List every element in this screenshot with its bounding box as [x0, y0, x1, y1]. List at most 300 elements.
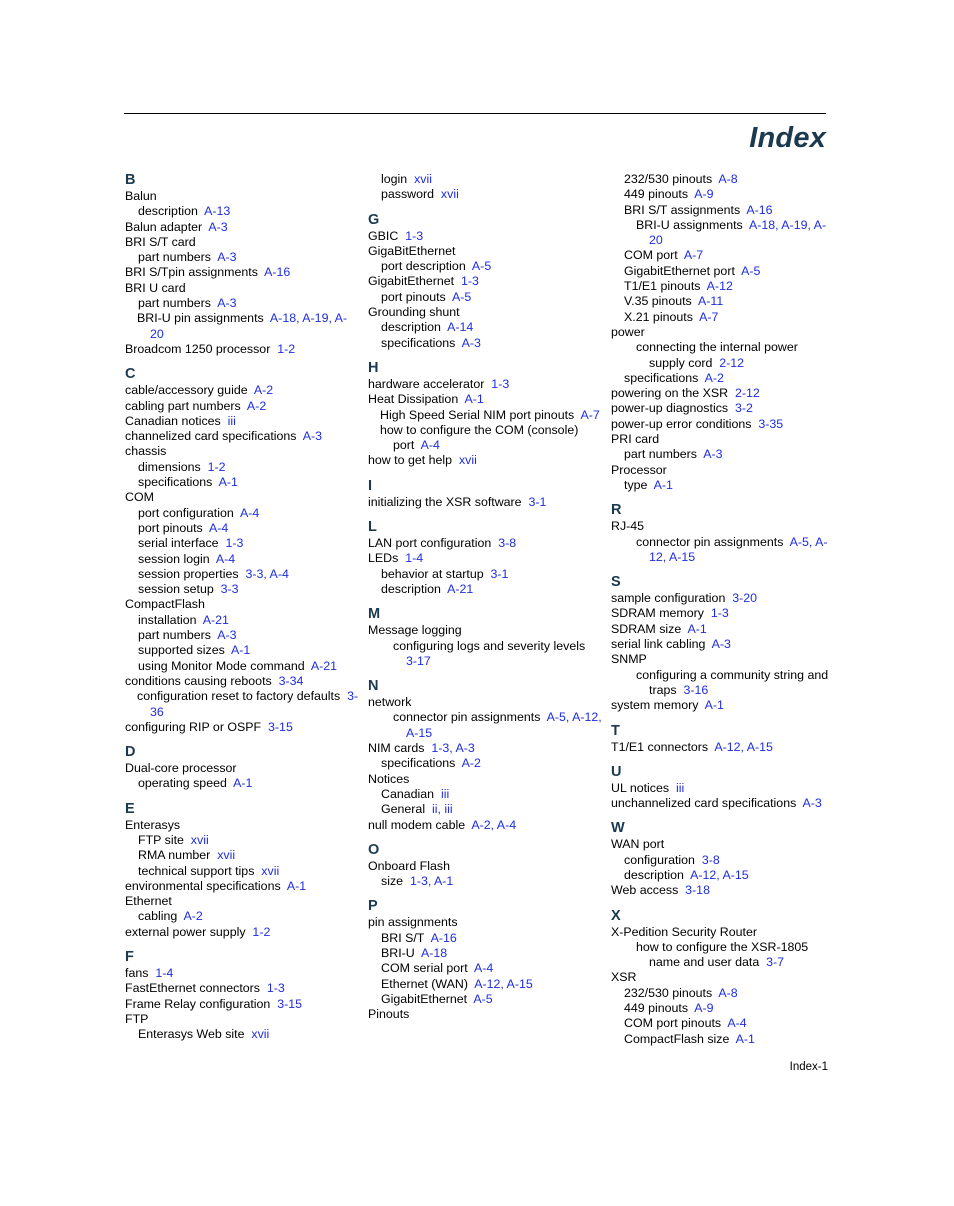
page-reference-link[interactable]: 1-3 [225, 536, 244, 551]
index-term: part numbers [138, 296, 212, 311]
index-term: operating speed [138, 776, 227, 791]
index-term: fans [125, 966, 149, 981]
index-letter-heading: C [125, 366, 136, 383]
index-term: GBIC [368, 228, 399, 243]
index-term: Frame Relay configuration [125, 996, 271, 1011]
index-term: system memory [611, 698, 699, 713]
page-reference-link[interactable]: A-9 [694, 1001, 714, 1016]
index-letter-heading: B [125, 172, 136, 188]
index-term: description [381, 581, 441, 596]
page-reference-link[interactable]: A-1 [704, 698, 724, 713]
page-reference-link[interactable]: A-3 [208, 219, 228, 234]
page-reference-link[interactable]: 1-4 [155, 966, 174, 981]
index-term: description [624, 867, 684, 882]
page-reference-link[interactable]: A-16 [746, 202, 773, 217]
index-entry [125, 475, 360, 490]
page-reference-link[interactable]: 3-34 [278, 673, 304, 688]
page-reference-link[interactable]: A-5, A-12, A-15 [406, 710, 602, 740]
index-letter-heading: P [368, 898, 378, 915]
page-reference-link[interactable]: 3-7 [766, 955, 785, 970]
page-reference-link[interactable]: xvii [261, 863, 280, 878]
page-reference-link[interactable]: A-16 [430, 930, 457, 945]
page-reference-link[interactable]: A-1 [464, 392, 484, 407]
page-reference-link[interactable]: A-7 [683, 248, 704, 263]
index-letter-heading: N [368, 678, 379, 695]
index-term: RJ-45 [611, 519, 645, 534]
index-term: power-up error conditions [611, 416, 752, 431]
page-reference-link[interactable]: A-5, A-12, A-15 [649, 534, 828, 564]
index-term: BRI-U assignments [636, 217, 743, 232]
index-column-1 [125, 172, 360, 1043]
page-reference-link[interactable]: A-18, A-19, A-20 [150, 311, 348, 341]
page-reference-link[interactable]: A-18 [420, 945, 448, 960]
index-term: COM port pinouts [624, 1016, 722, 1031]
page-reference-link[interactable]: xvii [440, 187, 459, 202]
page-reference-link[interactable]: A-3 [802, 796, 822, 811]
index-entry [125, 613, 360, 628]
index-entry [368, 495, 603, 510]
page-reference-link[interactable]: A-4 [215, 551, 236, 566]
index-term: PRI card [611, 432, 660, 447]
index-letter-heading: G [368, 211, 380, 228]
index-term: GigaBitEthernet [368, 243, 456, 258]
page-reference-link[interactable]: A-1 [653, 477, 673, 492]
page-reference-link[interactable]: A-4 [208, 520, 229, 535]
page-reference-link[interactable]: iii [227, 413, 236, 428]
page-reference-link[interactable]: A-12, A-15 [714, 739, 773, 754]
index-entry [125, 281, 360, 296]
index-term: General [381, 802, 426, 817]
index-term: Ethernet (WAN) [381, 976, 468, 991]
page-reference-link[interactable]: A-12, A-15 [690, 867, 749, 882]
page-reference-link[interactable]: A-12 [706, 279, 733, 294]
index-term: description [381, 320, 441, 335]
index-term: CompactFlash size [624, 1031, 730, 1046]
index-letter-heading: F [125, 949, 134, 966]
page-reference-link[interactable]: A-2 [253, 383, 274, 398]
index-entry [368, 377, 603, 392]
page-reference-link[interactable]: A-1 [233, 776, 253, 791]
page-reference-link[interactable]: xvii [217, 848, 236, 863]
index-term: Notices [368, 771, 410, 786]
page-reference-link[interactable]: A-12, A-15 [474, 976, 533, 991]
index-term: Dual-core processor [125, 761, 237, 776]
page-reference-link[interactable]: A-13 [204, 204, 231, 219]
index-term: 232/530 pinouts [624, 172, 713, 186]
page-reference-link[interactable]: A-2 [461, 756, 481, 771]
index-term: 449 pinouts [624, 187, 689, 202]
index-entry [368, 874, 603, 889]
index-entry [125, 204, 360, 219]
index-entry [125, 383, 360, 398]
index-term: NIM cards [368, 741, 425, 756]
index-term: V.35 pinouts [624, 294, 692, 309]
index-entry [368, 582, 603, 597]
page-reference-link[interactable]: A-7 [580, 407, 600, 422]
index-term: specifications [381, 756, 456, 771]
index-term: cabling [138, 909, 178, 924]
index-entry [611, 606, 836, 621]
page-reference-link[interactable]: 3-17 [406, 653, 431, 668]
index-entry [368, 772, 603, 787]
page-reference-link[interactable]: iii [440, 786, 450, 801]
page-reference-link[interactable]: A-16 [264, 265, 291, 280]
index-entry [125, 567, 360, 582]
index-entry [125, 296, 360, 311]
index-letter-heading: W [611, 820, 625, 837]
page-reference-link[interactable]: 3-15 [268, 719, 293, 734]
index-entry [368, 1007, 603, 1022]
page-reference-link[interactable]: 2-12 [719, 355, 745, 370]
index-entry [611, 401, 836, 416]
index-entry [125, 909, 360, 924]
page-reference-link[interactable]: 1-3 [461, 274, 479, 289]
index-term: behavior at startup [381, 566, 484, 581]
index-term: port configuration [138, 505, 234, 520]
page-reference-link[interactable]: A-1 [218, 475, 238, 490]
index-entry [368, 290, 603, 305]
index-term: hardware accelerator [368, 376, 485, 391]
index-entry [125, 833, 360, 848]
index-letter-heading: M [368, 606, 381, 623]
index-term: LEDs [368, 551, 399, 566]
page-reference-link[interactable]: 3-1 [490, 566, 509, 581]
page-reference-link[interactable]: 1-3 [710, 606, 729, 621]
index-entry [611, 463, 836, 478]
page-reference-link[interactable]: ii, iii [431, 802, 453, 817]
index-term: cable/accessory guide [125, 383, 248, 398]
index-term: Message logging [368, 623, 462, 638]
index-term: Web access [611, 883, 679, 898]
index-term: UL notices [611, 780, 670, 795]
index-term: chassis [125, 444, 167, 459]
index-term: LAN port configuration [368, 536, 492, 551]
page-number: Index-1 [789, 1061, 828, 1073]
page-reference-link[interactable]: A-11 [697, 294, 724, 309]
index-term: conditions causing reboots [125, 673, 272, 688]
index-entry [611, 740, 836, 755]
page-reference-link[interactable]: A-3 [302, 429, 323, 444]
page-reference-link[interactable]: A-3 [217, 250, 237, 265]
index-term: connector pin assignments [393, 710, 541, 725]
index-term: 232/530 pinouts [624, 985, 713, 1000]
page-reference-link[interactable]: A-21 [310, 658, 338, 673]
page-reference-link[interactable]: A-8 [718, 985, 738, 1000]
index-entry [611, 203, 836, 218]
index-letter-heading: H [368, 359, 379, 376]
index-entry [368, 756, 603, 771]
index-term: port pinouts [381, 289, 446, 304]
page-reference-link[interactable]: A-2 [246, 398, 267, 413]
index-letter-heading: D [125, 744, 136, 761]
index-term: power-up diagnostics [611, 401, 729, 416]
page-reference-link[interactable]: A-1 [687, 621, 707, 636]
index-term: description [138, 204, 198, 219]
index-term: technical support tips [138, 863, 255, 878]
index-entry [611, 781, 836, 796]
page-reference-link[interactable]: A-7 [699, 309, 719, 324]
index-term: null modem cable [368, 817, 466, 832]
index-term: how to configure the XSR-1805 name and user data [636, 939, 809, 970]
page-reference-link[interactable]: A-4 [473, 961, 494, 976]
index-entry [368, 818, 603, 833]
index-term: BRI S/Tpin assignments [125, 265, 258, 280]
index-term: session properties [138, 566, 239, 581]
page-reference-link[interactable]: xvii [458, 453, 477, 468]
page-reference-link[interactable]: A-4 [727, 1016, 747, 1031]
page-reference-link[interactable]: A-3 [711, 637, 731, 652]
page-reference-link[interactable]: 3-8 [701, 852, 720, 867]
page-reference-link[interactable]: 1-2 [277, 341, 296, 356]
page-reference-link[interactable]: 1-3, A-1 [409, 874, 454, 889]
index-entry [611, 868, 836, 883]
page-reference-link[interactable]: 3-15 [277, 996, 303, 1011]
index-entry [368, 336, 603, 351]
index-entry [125, 399, 360, 414]
index-entry [611, 883, 836, 898]
index-entry [125, 776, 360, 791]
index-entry [125, 674, 360, 689]
index-entry [125, 521, 360, 536]
index-term: channelized card specifications [125, 429, 297, 444]
index-entry [611, 294, 836, 309]
page-reference-link[interactable]: 3-2 [734, 401, 753, 416]
index-term: X-Pedition Security Router [611, 924, 758, 939]
page-reference-link[interactable]: 3-16 [683, 682, 709, 697]
index-entry [125, 818, 360, 833]
index-entry [125, 235, 360, 250]
index-entry [611, 325, 836, 340]
index-term: part numbers [138, 250, 212, 265]
page-reference-link[interactable]: xvii [190, 832, 209, 847]
page-reference-link[interactable]: A-1 [231, 643, 251, 658]
index-term: SNMP [611, 652, 647, 667]
page-reference-link[interactable]: iii [675, 780, 685, 795]
page-reference-link[interactable]: 1-3 [266, 981, 285, 996]
page-reference-link[interactable]: A-4 [239, 505, 260, 520]
page-reference-link[interactable]: A-3 [703, 447, 723, 462]
page-reference-link[interactable]: xvii [414, 172, 432, 186]
page-reference-link[interactable]: A-5 [473, 991, 493, 1006]
index-term: how to get help [368, 453, 453, 468]
index-entry [368, 408, 603, 423]
index-entry [125, 720, 360, 735]
page-reference-link[interactable]: 1-2 [252, 924, 271, 939]
page-reference-link[interactable]: 3-20 [732, 591, 758, 606]
index-term: FTP [125, 1011, 149, 1026]
page-reference-link[interactable]: A-21 [202, 612, 229, 627]
index-entry [368, 915, 603, 930]
index-letter-heading: R [611, 502, 622, 519]
index-term: GigabitEthernet port [624, 263, 735, 278]
page-reference-link[interactable]: A-3 [217, 628, 237, 643]
index-entry [368, 961, 603, 976]
page-reference-link[interactable]: xvii [251, 1027, 270, 1042]
page-reference-link[interactable]: A-2, A-4 [471, 817, 517, 832]
index-term: FTP site [138, 832, 184, 847]
index-term: Grounding shunt [368, 305, 460, 320]
index-term: COM [125, 490, 154, 505]
index-entry [125, 597, 360, 612]
index-entry [611, 837, 836, 852]
index-term: specifications [138, 475, 213, 490]
page-reference-link[interactable]: 1-2 [207, 459, 226, 474]
index-term: BRI-U [381, 945, 415, 960]
index-term: serial link cabling [611, 637, 706, 652]
index-entry [611, 1032, 836, 1047]
index-entry [125, 966, 360, 981]
page-reference-link[interactable]: A-2 [704, 370, 724, 385]
index-entry [611, 187, 836, 202]
page-reference-link[interactable]: A-21 [447, 581, 474, 596]
index-term: cabling part numbers [125, 398, 241, 413]
page-reference-link[interactable]: 3-36 [150, 689, 359, 719]
page-reference-link[interactable]: 1-4 [405, 551, 424, 566]
index-entry [368, 946, 603, 961]
index-entry [368, 259, 603, 274]
index-letter-heading: T [611, 722, 620, 739]
page-reference-link[interactable]: 3-3, A-4 [245, 566, 289, 581]
index-entry [368, 187, 603, 202]
index-entry [125, 761, 360, 776]
index-letter-heading: S [611, 574, 621, 591]
index-entry [368, 567, 603, 582]
index-entry [611, 668, 836, 699]
index-entry [611, 970, 836, 985]
index-entry [611, 591, 836, 606]
index-term: login [381, 172, 408, 186]
index-entry [611, 986, 836, 1001]
index-entry [125, 414, 360, 429]
page-reference-link[interactable]: A-3 [461, 335, 481, 350]
page-reference-link[interactable]: A-5 [471, 259, 492, 274]
index-term: High Speed Serial NIM port pinouts [380, 407, 575, 422]
page-reference-link[interactable]: 3-18 [685, 883, 710, 898]
index-letter-heading: O [368, 841, 380, 858]
index-entry [611, 652, 836, 667]
page-reference-link[interactable]: 3-1 [528, 494, 547, 509]
page-reference-link[interactable]: A-1 [735, 1031, 755, 1046]
index-term: WAN port [611, 837, 665, 852]
index-entry [611, 622, 836, 637]
index-term: pin assignments [368, 915, 458, 930]
index-term: configuration reset to factory defaults [137, 689, 341, 704]
index-column-2 [368, 172, 603, 1022]
index-entry [611, 853, 836, 868]
index-entry [611, 279, 836, 294]
page-reference-link[interactable]: 3-8 [498, 536, 517, 551]
index-term: Onboard Flash [368, 858, 450, 873]
index-entry [125, 689, 360, 720]
index-term: connector pin assignments [636, 534, 784, 549]
index-term: Heat Dissipation [368, 392, 459, 407]
page-reference-link[interactable]: A-8 [718, 172, 738, 186]
index-term: part numbers [624, 447, 698, 462]
index-term: type [624, 477, 648, 492]
index-entry [611, 535, 836, 566]
page-reference-link[interactable]: A-14 [447, 320, 474, 335]
index-entry [125, 506, 360, 521]
page-reference-link[interactable]: 3-3 [220, 582, 239, 597]
index-letter-heading: X [611, 907, 621, 924]
index-entry [611, 478, 836, 493]
index-term: Broadcom 1250 processor [125, 341, 271, 356]
index-entry [368, 536, 603, 551]
index-entry [368, 695, 603, 710]
index-entry [125, 265, 360, 280]
header-rule [124, 113, 826, 114]
index-entry [611, 925, 836, 940]
index-entry [125, 552, 360, 567]
page-reference-link[interactable]: A-5 [741, 263, 761, 278]
index-term: port pinouts [138, 520, 203, 535]
index-letter-heading: I [368, 477, 373, 494]
index-entry [125, 429, 360, 444]
index-term: part numbers [138, 628, 212, 643]
page-reference-link[interactable]: A-9 [694, 187, 714, 202]
index-term: SDRAM memory [611, 606, 704, 621]
index-term: configuration [624, 852, 695, 867]
index-entry [368, 931, 603, 946]
index-entry [368, 787, 603, 802]
index-term: CompactFlash [125, 597, 205, 612]
index-term: external power supply [125, 924, 246, 939]
index-entry [368, 244, 603, 259]
index-term: BRI U card [125, 280, 186, 295]
index-entry [611, 796, 836, 811]
index-term: BRI S/T assignments [624, 202, 741, 217]
index-entry [368, 423, 603, 454]
page-reference-link[interactable]: A-3 [217, 296, 237, 311]
index-entry [125, 925, 360, 940]
page-reference-link[interactable]: 2-12 [735, 386, 760, 401]
index-entry [611, 1001, 836, 1016]
index-entry [368, 229, 603, 244]
index-term: Pinouts [368, 1007, 410, 1022]
index-term: configuring a community string and traps [636, 667, 829, 697]
index-letter-heading: E [125, 800, 135, 817]
index-entry [125, 659, 360, 674]
index-entry [125, 582, 360, 597]
index-term: COM serial port [381, 961, 468, 976]
page-reference-link[interactable]: A-2 [183, 909, 203, 924]
page-reference-link[interactable]: 1-3 [491, 376, 510, 391]
index-term: GigabitEthernet [381, 991, 468, 1006]
index-term: power [611, 324, 645, 339]
index-entry [125, 643, 360, 658]
index-term: dimensions [138, 459, 201, 474]
page-reference-link[interactable]: A-18, A-19, A-20 [649, 217, 827, 248]
page-reference-link[interactable]: A-1 [286, 878, 307, 893]
index-term: using Monitor Mode command [138, 658, 305, 673]
index-entry [611, 417, 836, 432]
index-entry [125, 879, 360, 894]
index-entry [611, 371, 836, 386]
index-letter-heading: L [368, 519, 377, 536]
page-reference-link[interactable]: 1-3 [405, 228, 424, 243]
index-term: configuring RIP or OSPF [125, 719, 262, 734]
page-reference-link[interactable]: A-4 [420, 438, 440, 453]
index-entry [125, 848, 360, 863]
index-entry [368, 992, 603, 1007]
index-term: port description [381, 259, 466, 274]
page-reference-link[interactable]: 1-3, A-3 [431, 741, 475, 756]
page-reference-link[interactable]: A-5 [451, 289, 472, 304]
index-entry [125, 1027, 360, 1042]
page-reference-link[interactable]: 3-35 [758, 416, 784, 431]
index-term: T1/E1 connectors [611, 739, 709, 754]
index-term: serial interface [138, 536, 219, 551]
